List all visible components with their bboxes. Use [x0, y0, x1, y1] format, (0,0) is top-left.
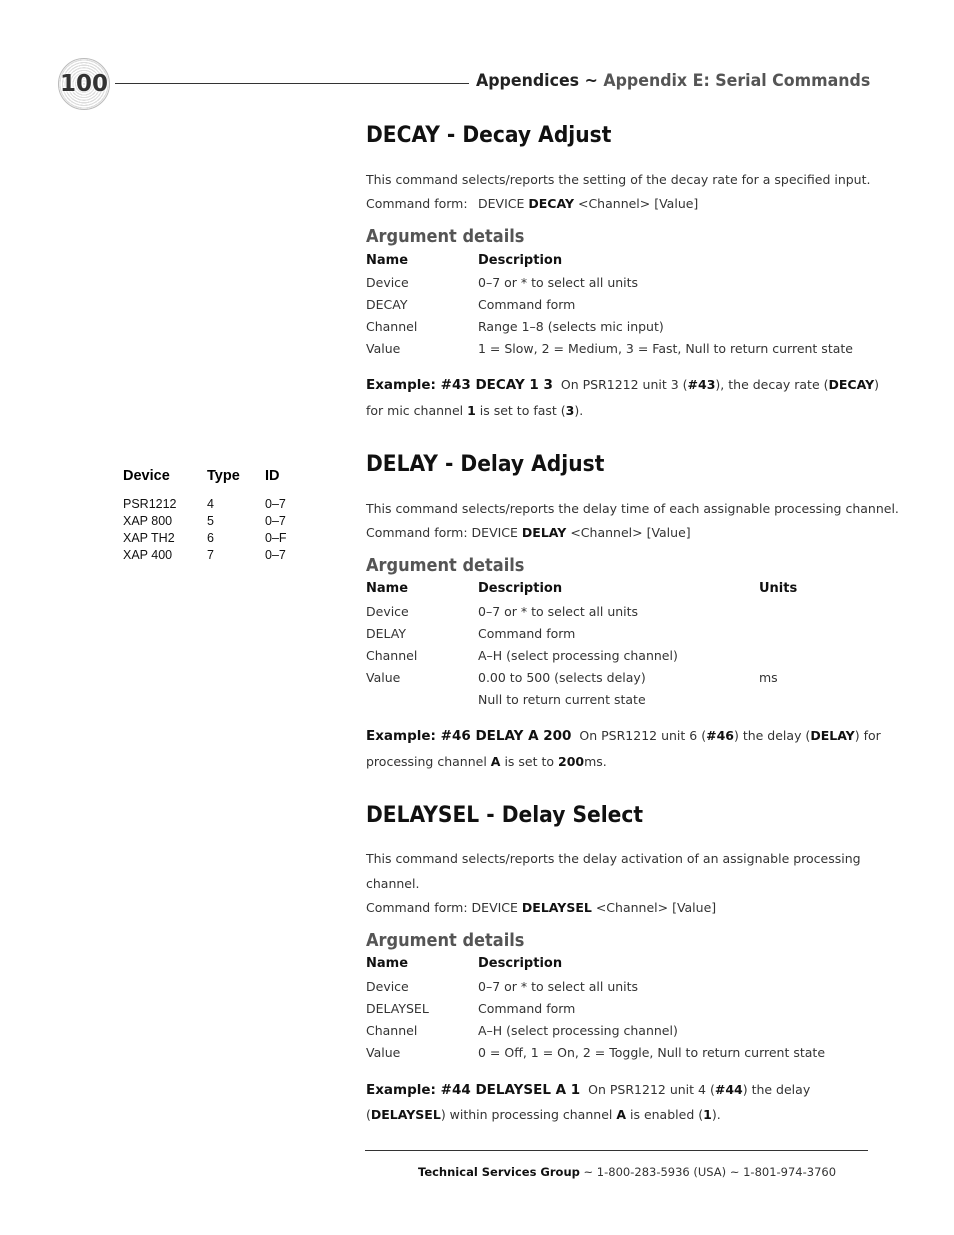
- example-text: (: [366, 1107, 371, 1122]
- command-keyword: DECAY: [528, 196, 574, 211]
- decay-example: [366, 377, 879, 393]
- footer: [418, 1165, 836, 1179]
- example-bold: 3: [565, 403, 575, 418]
- table-cell: Device: [366, 979, 409, 994]
- command-args: <Channel> [Value]: [570, 525, 691, 540]
- example-text: is enabled (: [626, 1107, 704, 1122]
- command-device: DEVICE: [478, 196, 525, 211]
- page-number: 100: [59, 71, 108, 97]
- table-cell: 1 = Slow, 2 = Medium, 3 = Fast, Null to return current state: [478, 341, 853, 356]
- decay-description: This command selects/reports the setting of the decay rate for a specified input.: [366, 172, 871, 187]
- example-text: ): [874, 377, 880, 392]
- command-keyword: DELAYSEL: [521, 900, 592, 915]
- delaysel-example-line2: [366, 1107, 721, 1122]
- table-cell: Channel: [366, 1023, 418, 1038]
- table-cell: DELAYSEL: [366, 1001, 429, 1016]
- delaysel-example: [366, 1082, 810, 1098]
- device-table-cell: 0–F: [265, 531, 287, 545]
- header-section: Appendices ~: [476, 71, 604, 91]
- table-cell: DECAY: [366, 297, 408, 312]
- example-bold: #44: [714, 1082, 743, 1097]
- example-label: Example: #46 DELAY A 200: [366, 728, 572, 744]
- device-table-header-id: ID: [265, 468, 280, 484]
- example-bold: DELAY: [810, 728, 855, 743]
- delay-example-line2: [366, 754, 607, 769]
- header-subsection: Appendix E: Serial Commands: [603, 71, 871, 91]
- table-cell: 0–7 or * to select all units: [478, 275, 639, 290]
- delaysel-title: DELAYSEL - Delay Select: [366, 803, 644, 828]
- footer-rule: [365, 1150, 868, 1151]
- table-cell: Channel: [366, 648, 418, 663]
- device-table-cell: 7: [207, 548, 214, 562]
- delay-example: [366, 728, 881, 744]
- table-cell: DELAY: [366, 626, 406, 641]
- table-header-units: Units: [759, 581, 798, 596]
- example-bold: #43: [687, 377, 716, 392]
- device-table-cell: 4: [207, 497, 214, 511]
- example-bold: 1: [703, 1107, 712, 1122]
- device-table-header-type: Type: [207, 468, 240, 484]
- decay-argument-heading: Argument details: [366, 226, 525, 247]
- example-text: On PSR1212 unit 6 (: [579, 728, 707, 743]
- table-cell: A–H (select processing channel): [478, 1023, 678, 1038]
- example-bold: DELAYSEL: [370, 1107, 441, 1122]
- device-table-cell: XAP 800: [123, 514, 173, 528]
- delaysel-command-form: [366, 900, 716, 915]
- table-header-description: Description: [478, 581, 563, 596]
- device-table-cell: XAP TH2: [123, 531, 175, 545]
- table-cell: Value: [366, 341, 401, 356]
- table-cell: 0–7 or * to select all units: [478, 979, 639, 994]
- decay-title: DECAY - Decay Adjust: [366, 123, 612, 148]
- example-text: processing channel: [366, 754, 491, 769]
- table-cell: ms: [759, 670, 778, 685]
- example-text: ) within processing channel: [440, 1107, 617, 1122]
- device-table-header-device: Device: [123, 468, 170, 484]
- example-label: Example: #43 DECAY 1 3: [366, 377, 553, 393]
- example-label: Example: #44 DELAYSEL A 1: [366, 1082, 581, 1098]
- delay-argument-heading: Argument details: [366, 555, 525, 576]
- example-text: On PSR1212 unit 3 (: [560, 377, 688, 392]
- table-cell: Command form: [478, 297, 576, 312]
- delaysel-description-line1: This command selects/reports the delay activation of an assignable processing: [366, 851, 861, 866]
- example-text: ) for: [854, 728, 881, 743]
- example-text: ms.: [584, 754, 607, 769]
- header-title: [476, 71, 871, 91]
- example-text: is set to: [500, 754, 559, 769]
- example-bold: 1: [467, 403, 476, 418]
- example-text: ).: [711, 1107, 721, 1122]
- example-bold: A: [616, 1107, 627, 1122]
- command-keyword: DELAY: [521, 525, 567, 540]
- table-cell: Value: [366, 670, 401, 685]
- table-cell: Command form: [478, 1001, 576, 1016]
- table-cell: Device: [366, 604, 409, 619]
- example-text: ).: [574, 403, 584, 418]
- example-text: ), the decay rate (: [715, 377, 829, 392]
- table-cell: 0–7 or * to select all units: [478, 604, 639, 619]
- decay-example-line2: [366, 403, 583, 418]
- command-form-label: Command form: DEVICE: [366, 525, 518, 540]
- delay-command-form: [366, 525, 691, 540]
- device-table-cell: 0–7: [265, 497, 286, 511]
- header-rule: [115, 83, 469, 84]
- example-text: is set to fast (: [475, 403, 566, 418]
- table-cell: Range 1–8 (selects mic input): [478, 319, 664, 334]
- example-bold: 200: [558, 754, 585, 769]
- command-args: <Channel> [Value]: [595, 900, 717, 915]
- device-table-cell: 6: [207, 531, 214, 545]
- example-text: ) the delay (: [733, 728, 811, 743]
- delaysel-argument-heading: Argument details: [366, 930, 525, 951]
- table-cell: Channel: [366, 319, 418, 334]
- example-bold: #46: [706, 728, 734, 743]
- delaysel-description-line2: channel.: [366, 876, 420, 891]
- example-bold: DECAY: [828, 377, 875, 392]
- delay-description: This command selects/reports the delay time of each assignable processing channel.: [366, 501, 899, 516]
- footer-group: Technical Services Group: [418, 1165, 580, 1179]
- command-form-label: Command form: DEVICE: [366, 900, 518, 915]
- example-text: for mic channel: [366, 403, 468, 418]
- delay-title: DELAY - Delay Adjust: [366, 452, 605, 477]
- table-header-description: Description: [478, 956, 563, 971]
- table-cell: 0 = Off, 1 = On, 2 = Toggle, Null to return current state: [478, 1045, 826, 1060]
- table-cell: Command form: [478, 626, 576, 641]
- table-cell: Null to return current state: [478, 692, 646, 707]
- example-text: ) the delay: [742, 1082, 811, 1097]
- device-table-cell: 5: [207, 514, 214, 528]
- table-cell: A–H (select processing channel): [478, 648, 678, 663]
- device-table-cell: XAP 400: [123, 548, 173, 562]
- table-cell: 0.00 to 500 (selects delay): [478, 670, 646, 685]
- decay-command-form: [478, 196, 698, 211]
- table-cell: Device: [366, 275, 409, 290]
- example-bold: A: [490, 754, 501, 769]
- device-table-cell: 0–7: [265, 514, 286, 528]
- table-header-name: Name: [366, 581, 409, 596]
- example-text: On PSR1212 unit 4 (: [588, 1082, 715, 1097]
- command-args: <Channel> [Value]: [577, 196, 699, 211]
- decay-command-form-label: Command form:: [366, 196, 468, 211]
- device-table-cell: PSR1212: [123, 497, 177, 511]
- table-header-name: Name: [366, 253, 409, 268]
- table-header-description: Description: [478, 253, 563, 268]
- table-cell: Value: [366, 1045, 401, 1060]
- device-table-cell: 0–7: [265, 548, 286, 562]
- footer-contact: ~ 1-800-283-5936 (USA) ~ 1-801-974-3760: [579, 1165, 837, 1179]
- table-header-name: Name: [366, 956, 409, 971]
